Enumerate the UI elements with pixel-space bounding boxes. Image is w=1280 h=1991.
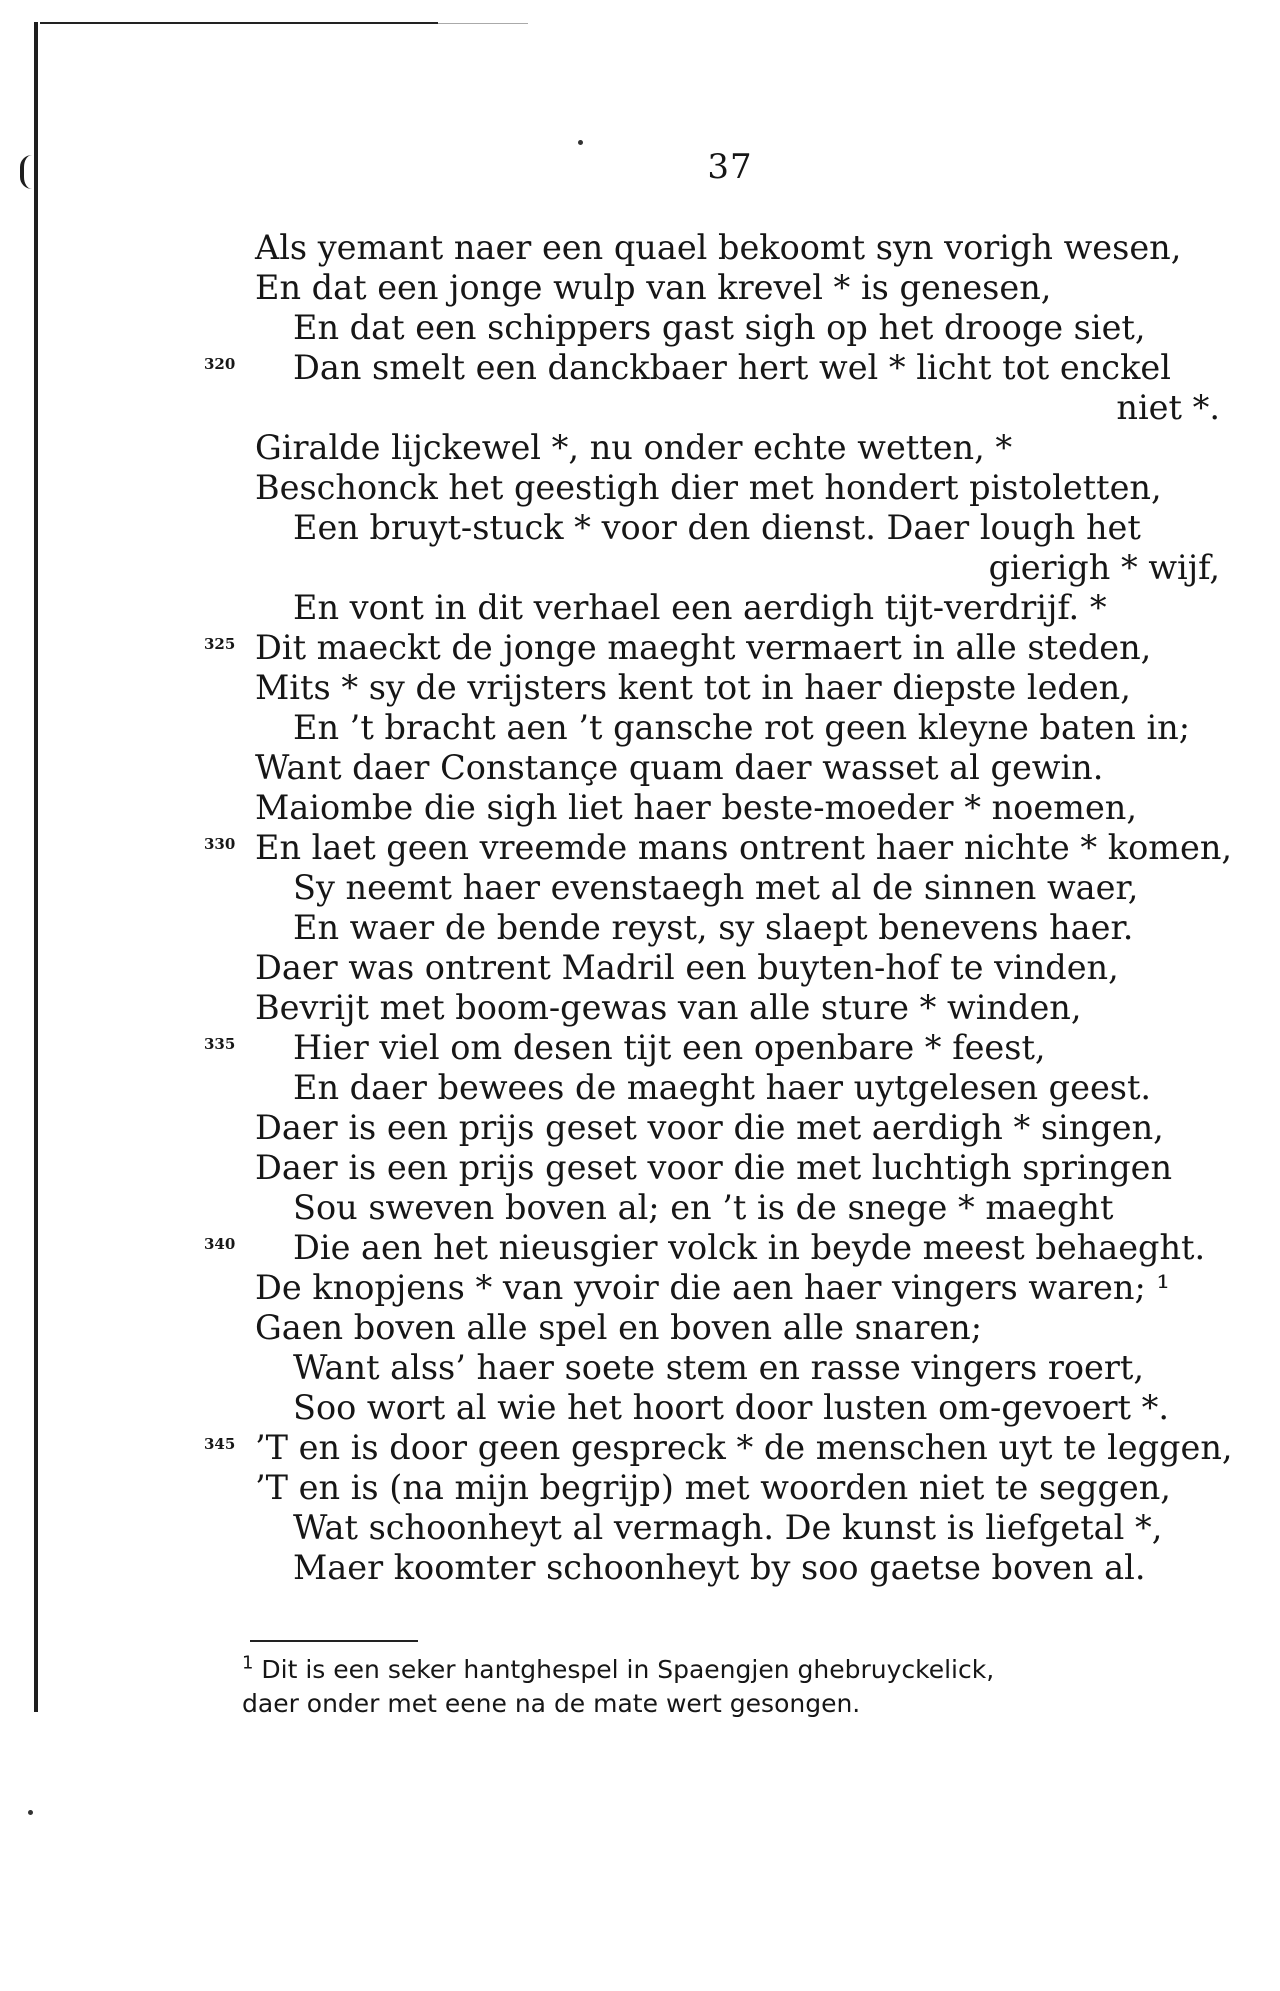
verse-text: En dat een jonge wulp van krevel * is genesen,: [255, 268, 1052, 307]
verse-line: [0, 988, 1280, 1028]
verse-line: [0, 548, 1280, 588]
verse-block: [0, 228, 1280, 1588]
binding-mark: [20, 155, 40, 189]
verse-line: [0, 908, 1280, 948]
verse-line: [0, 1428, 1280, 1468]
footnote-text-1: Dit is een seker hantghespel in Spaengjen ghebruyckelick,: [261, 1655, 995, 1684]
verse-text: Dan smelt een danckbaer hert wel * licht tot enckel: [293, 348, 1171, 387]
verse-line: [0, 1188, 1280, 1228]
verse-line: [0, 1348, 1280, 1388]
verse-text: En ’t bracht aen ’t gansche rot geen kleyne baten in;: [293, 708, 1191, 747]
verse-text: Die aen het nieusgier volck in beyde meest behaeght.: [293, 1228, 1206, 1267]
verse-line: [0, 1028, 1280, 1068]
verse-line: [0, 1148, 1280, 1188]
verse-text: En dat een schippers gast sigh op het drooge siet,: [293, 308, 1146, 347]
verse-text: Hier viel om desen tijt een openbare * feest,: [293, 1028, 1046, 1067]
verse-line: [0, 268, 1280, 308]
line-number: 330: [204, 835, 236, 853]
verse-text: gierigh * wijf,: [988, 548, 1220, 587]
verse-text: niet *.: [1116, 388, 1220, 427]
verse-text: Gaen boven alle spel en boven alle snaren;: [255, 1308, 983, 1347]
verse-line: [0, 868, 1280, 908]
verse-line: [0, 308, 1280, 348]
verse-line: [0, 1308, 1280, 1348]
verse-line: [0, 708, 1280, 748]
verse-line: [0, 1228, 1280, 1268]
footnote-marker: 1: [242, 1652, 254, 1674]
verse-line: [0, 828, 1280, 868]
verse-line: [0, 348, 1280, 388]
page-border-top-faint: [438, 23, 528, 24]
verse-text: Dit maeckt de jonge maeght vermaert in alle steden,: [255, 628, 1152, 667]
verse-line: [0, 508, 1280, 548]
verse-line: [0, 1388, 1280, 1428]
verse-line: [0, 668, 1280, 708]
verse-text: ’T en is (na mijn begrijp) met woorden niet te seggen,: [255, 1468, 1171, 1507]
verse-line: [0, 788, 1280, 828]
verse-text: Een bruyt-stuck * voor den dienst. Daer lough het: [293, 508, 1141, 547]
verse-line: [0, 388, 1280, 428]
verse-text: Sy neemt haer evenstaegh met al de sinnen waer,: [293, 868, 1139, 907]
verse-text: Bevrijt met boom-gewas van alle sture * winden,: [255, 988, 1082, 1027]
verse-line: [0, 1548, 1280, 1588]
verse-text: Daer is een prijs geset voor die met luchtigh springen: [255, 1148, 1173, 1187]
verse-text: Als yemant naer een quael bekoomt syn vorigh wesen,: [255, 228, 1182, 267]
verse-text: Soo wort al wie het hoort door lusten om-gevoert *.: [293, 1388, 1170, 1427]
verse-text: De knopjens * van yvoir die aen haer vingers waren; ¹: [255, 1268, 1170, 1307]
verse-line: [0, 228, 1280, 268]
verse-line: [0, 1068, 1280, 1108]
footnote: [242, 1653, 1222, 1721]
verse-text: Daer is een prijs geset voor die met aerdigh * singen,: [255, 1108, 1164, 1147]
verse-line: [0, 1108, 1280, 1148]
verse-text: Mits * sy de vrijsters kent tot in haer diepste leden,: [255, 668, 1131, 707]
footnote-line-2: [242, 1687, 1222, 1721]
page-number: 37: [707, 147, 753, 187]
verse-text: En daer bewees de maeght haer uytgelesen geest.: [293, 1068, 1152, 1107]
verse-text: Giralde lijckewel *, nu onder echte wetten, *: [255, 428, 1013, 467]
page-border-top: [40, 22, 438, 24]
line-number: 335: [204, 1035, 236, 1053]
footnote-line-1: [242, 1653, 1222, 1687]
verse-line: [0, 1468, 1280, 1508]
line-number: 320: [204, 355, 236, 373]
verse-line: [0, 1268, 1280, 1308]
verse-text: Maiombe die sigh liet haer beste-moeder * noemen,: [255, 788, 1137, 827]
ink-speck: [28, 1810, 33, 1815]
ink-speck: [578, 140, 583, 145]
verse-text: Want daer Constançe quam daer wasset al gewin.: [255, 748, 1104, 787]
verse-text: Daer was ontrent Madril een buyten-hof te vinden,: [255, 948, 1119, 987]
verse-line: [0, 748, 1280, 788]
verse-text: Maer koomter schoonheyt by soo gaetse boven al.: [293, 1548, 1146, 1587]
line-number: 345: [204, 1435, 236, 1453]
footnote-text-2: daer onder met eene na de mate wert gesongen.: [242, 1689, 861, 1718]
verse-line: [0, 948, 1280, 988]
verse-text: ’T en is door geen gespreck * de menschen uyt te leggen,: [255, 1428, 1233, 1467]
line-number: 340: [204, 1235, 236, 1253]
verse-text: Beschonck het geestigh dier met hondert pistoletten,: [255, 468, 1162, 507]
verse-line: [0, 628, 1280, 668]
verse-text: Want alss’ haer soete stem en rasse vingers roert,: [293, 1348, 1144, 1387]
verse-line: [0, 428, 1280, 468]
verse-text: Wat schoonheyt al vermagh. De kunst is liefgetal *,: [293, 1508, 1163, 1547]
footnote-rule: [250, 1640, 418, 1642]
verse-line: [0, 1508, 1280, 1548]
verse-text: En waer de bende reyst, sy slaept benevens haer.: [293, 908, 1134, 947]
verse-text: Sou sweven boven al; en ’t is de snege * maeght: [293, 1188, 1114, 1227]
line-number: 325: [204, 635, 236, 653]
verse-text: En vont in dit verhael een aerdigh tijt-verdrijf. *: [293, 588, 1107, 627]
verse-text: En laet geen vreemde mans ontrent haer nichte * komen,: [255, 828, 1233, 867]
verse-line: [0, 468, 1280, 508]
verse-line: [0, 588, 1280, 628]
